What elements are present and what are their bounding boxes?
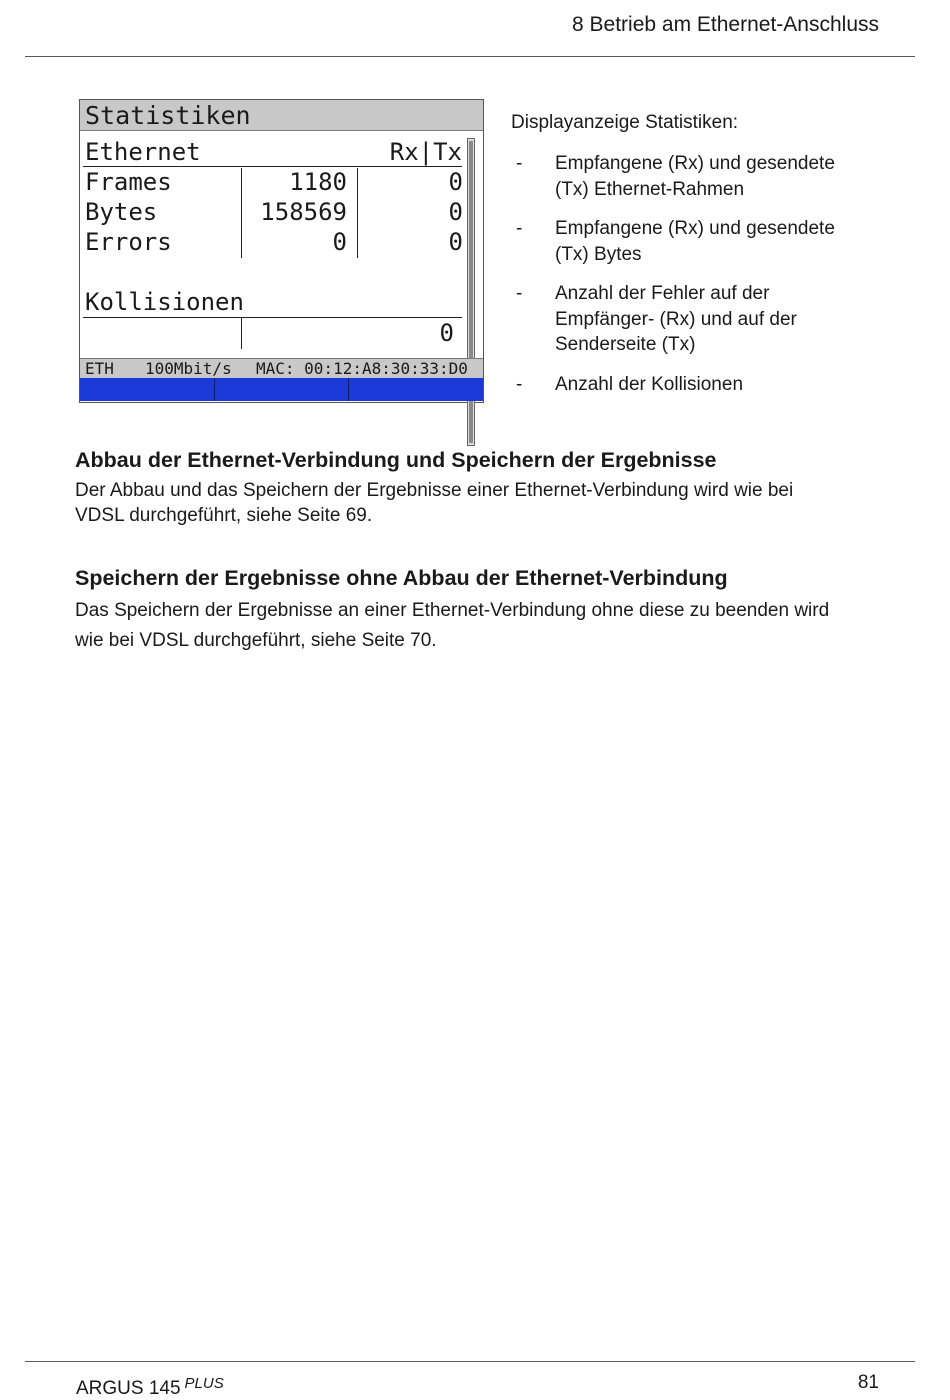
softkey-2[interactable] — [215, 378, 350, 401]
list-item — [516, 151, 916, 202]
list-item — [516, 372, 916, 398]
softkey-bar — [80, 378, 483, 401]
footer-rule — [25, 1361, 915, 1362]
row-label-frames: Frames — [85, 168, 172, 196]
section-heading-save: Speichern der Ergebnisse ohne Abbau der Ethernet-Verbindung — [75, 566, 728, 590]
row-label-bytes: Bytes — [85, 198, 158, 226]
status-interface: ETH — [85, 359, 114, 378]
status-speed: 100Mbit/s — [145, 359, 232, 378]
softkey-3[interactable] — [349, 378, 483, 401]
row-tx-frames: 0 — [448, 168, 463, 196]
list-item-line: Empfangene (Rx) und gesendete — [555, 153, 835, 174]
rx-tx-header: Rx|Tx — [389, 138, 462, 166]
collisions-divider — [83, 317, 462, 318]
row-rx-frames: 1180 — [289, 168, 347, 196]
list-dash: - — [516, 373, 523, 395]
status-mac: MAC: 00:12:A8:30:33:D0 — [256, 359, 468, 378]
section-body-disconnect — [75, 478, 885, 528]
ethernet-label: Ethernet — [85, 138, 201, 166]
section-heading-disconnect: Abbau der Ethernet-Verbindung und Speichern der Ergebnisse — [75, 448, 717, 472]
device-display — [79, 99, 484, 403]
list-item-line: Empfangene (Rx) und gesendete — [555, 218, 835, 239]
row-tx-bytes: 0 — [448, 198, 463, 226]
column-divider-right — [357, 168, 358, 258]
body-line: VDSL durchgeführt, siehe Seite 69. — [75, 505, 373, 526]
footer-product — [76, 1375, 224, 1400]
collisions-column-divider — [241, 317, 242, 349]
list-item-line: Empfänger- (Rx) und auf der — [555, 308, 797, 330]
display-description-list — [516, 151, 916, 411]
row-rx-bytes: 158569 — [260, 198, 347, 226]
column-divider-left — [241, 168, 242, 258]
display-status-bar — [80, 358, 483, 378]
body-line: wie bei VDSL durchgeführt, siehe Seite 70. — [75, 630, 437, 651]
row-label-errors: Errors — [85, 228, 172, 256]
row-rx-errors: 0 — [332, 228, 347, 256]
list-item-line: (Tx) Bytes — [555, 243, 642, 265]
header-divider — [83, 166, 462, 167]
list-dash: - — [516, 283, 523, 304]
body-line: Der Abbau und das Speichern der Ergebnisse einer Ethernet-Verbindung wird wie bei — [75, 480, 794, 501]
collisions-label: Kollisionen — [85, 288, 244, 316]
display-title: Statistiken — [80, 100, 483, 131]
list-item-line: Anzahl der Fehler auf der — [555, 283, 770, 304]
section-body-save — [75, 596, 885, 656]
list-item-line: Anzahl der Kollisionen — [555, 373, 744, 395]
list-item-line: (Tx) Ethernet-Rahmen — [555, 178, 745, 200]
display-caption: Displayanzeige Statistiken: — [511, 112, 739, 133]
header-rule — [25, 56, 915, 57]
product-suffix: PLUS — [184, 1375, 224, 1392]
row-tx-errors: 0 — [448, 228, 463, 256]
body-line: Das Speichern der Ergebnisse an einer Ethernet-Verbindung ohne diese zu beenden wird — [75, 600, 830, 621]
chapter-header: 8 Betrieb am Ethernet-Anschluss — [572, 13, 879, 36]
page-number: 81 — [857, 1372, 879, 1393]
product-name: ARGUS 145 — [76, 1378, 181, 1399]
list-item — [516, 216, 916, 267]
softkey-1[interactable] — [80, 378, 215, 401]
list-item — [516, 281, 916, 358]
list-dash: - — [516, 153, 523, 174]
collisions-value: 0 — [439, 319, 454, 347]
list-dash: - — [516, 218, 523, 239]
list-item-line: Senderseite (Tx) — [555, 334, 696, 355]
